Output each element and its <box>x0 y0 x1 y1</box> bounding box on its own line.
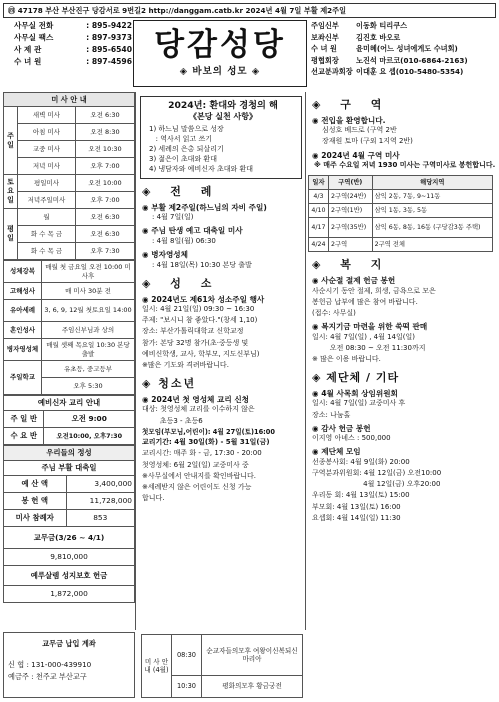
district-head: ◉ 전입을 환영합니다. <box>312 115 386 125</box>
schedule-time: 오전 8:30 <box>76 124 135 141</box>
finance-title: 우리들의 정성 <box>4 446 135 461</box>
schedule-time: 오전 10:30 <box>76 141 135 158</box>
district-title-text: 구 역 <box>340 98 390 111</box>
district-line: 장재원 토마 (구외 1지역 2반) <box>322 137 413 146</box>
table-cell: 삼익 6동, 8동, 16동 (구당감3동 주택) <box>372 218 492 238</box>
groups-line: 우리동 회: 4월 13일(토) 15:00 <box>312 491 410 500</box>
groups-line: 구역분과위원회: 4월 12일(금) 오전10:00 <box>312 469 442 478</box>
district-mass-table <box>308 175 493 252</box>
finance-table <box>3 445 135 603</box>
middle-column <box>136 92 304 504</box>
staff-role: 주임신부 <box>311 21 339 30</box>
contact-label: 사 제 관 <box>14 45 42 54</box>
groups-line: 4월 12일(금) 오후20:00 <box>312 480 441 489</box>
welfare-line: (접수: 사무실) <box>312 308 356 317</box>
schedule-group: 토요일 <box>4 175 18 209</box>
sacrament-label: 고해성사 <box>4 283 42 300</box>
motto-item: 4) 냉담자와 예비신자 초대와 환대 <box>149 165 253 174</box>
vocation-line: 예비신학생, 교사, 학부모, 지도신부님) <box>142 349 260 358</box>
welfare-title: ◈ 복 지 <box>312 258 390 272</box>
welfare-line: 봉헌금 납부에 많은 참여 바랍니다. <box>312 297 418 306</box>
groups-title: ◈ 제단체 / 기타 <box>312 371 400 385</box>
welfare-line: 사순시기 동안 절제, 희생, 금욕으로 모은 <box>312 286 436 295</box>
catechumen-title: 예비신자 교리 안내 <box>4 396 135 411</box>
offering-value: 1,872,000 <box>4 586 135 603</box>
vocation-line: 주제: "보시니 참 좋았다."(창세 1,10) <box>142 316 258 325</box>
contact-value: : 895-9422 <box>86 21 132 30</box>
table-cell: 4/3 <box>309 190 329 204</box>
finance-value: 11,728,000 <box>66 493 134 510</box>
contact-value: : 895-6540 <box>86 45 132 54</box>
welfare-line: 일시: 4월 7일(일) , 4월 14일(일) <box>312 332 415 341</box>
youth-title-text: 청소년 <box>158 377 197 391</box>
sacrament-value: 매월 셋째 목요일 10:30 본당 출발 <box>42 339 135 361</box>
liturgy-item: ◉ 부활 제2주일(하느님의 자비 주일) <box>142 202 267 212</box>
monthly-mass-table <box>141 634 303 698</box>
liturgy-detail: : 4월 18일(목) 10:30 본당 출발 <box>152 260 252 269</box>
vocation-line: ※많은 기도와 격려바랍니다. <box>142 360 229 369</box>
groups-line: 일시: 4월 7일(일) 교중미사 후 <box>312 399 406 408</box>
liturgy-title: ◈ 전 례 <box>142 185 220 198</box>
class-label: 수 요 반 <box>4 428 44 445</box>
table-header: 일자 <box>309 176 329 190</box>
groups-head: ◉ 제단체 모임 <box>312 447 361 457</box>
motto-title: 2024년: 환대와 경청의 해 <box>168 100 278 111</box>
motto-subtitle: 《본당 실천 사항》 <box>189 111 257 121</box>
schedule-label: 월 <box>18 209 76 226</box>
youth-line: 첫모임(부모님,어린이): 4월 27일(토)16:00 <box>142 427 275 436</box>
schedule-time: 오전 6:30 <box>76 107 135 124</box>
welfare-head: ◉ 사순절 절제 헌금 봉헌 <box>312 276 396 286</box>
finance-label: 봉 헌 액 <box>4 493 67 510</box>
table-cell: 4/17 <box>309 218 329 238</box>
youth-line: ※사무실에서 안내지를 확인바랍니다. <box>142 471 256 480</box>
schedule-group: 평일 <box>4 209 18 260</box>
year-motto-box <box>140 96 302 179</box>
welfare-title-text: 복 지 <box>340 258 390 272</box>
account-line: 신 협 : 131-000-439910 <box>8 660 92 669</box>
motto-item: 3) 젊은이 초대와 환대 <box>149 154 217 163</box>
schedule-time: 오전 6:30 <box>76 209 135 226</box>
table-cell: 2구역(1반) <box>329 204 373 218</box>
table-cell: 2구역 <box>329 238 373 252</box>
youth-line: 합니다. <box>142 494 165 503</box>
vocation-line: 참가: 본당 32명 참가(초·중등생 및 <box>142 338 249 347</box>
mass-time: 08:30 <box>172 635 202 676</box>
welfare-line: 오전 08:30 ~ 오전 11:30까지 <box>312 343 426 352</box>
schedule-label: 저녁 미사 <box>18 158 76 175</box>
finance-value: 3,400,000 <box>66 476 134 493</box>
schedule-label: 화 수 목 금 <box>18 243 76 260</box>
schedule-label: 화 수 목 금 <box>18 226 76 243</box>
finance-subtitle: 주님 부활 대축일 <box>4 461 135 476</box>
catechumen-table <box>3 395 135 445</box>
staff-role: 보좌신부 <box>311 32 339 42</box>
staff-name: 김진호 바오로 <box>356 32 401 42</box>
contact-value: : 897-4596 <box>86 57 132 66</box>
parish-name: 당감성당 <box>154 27 286 63</box>
staff-name: 윤미혜(어느 성녀에게도 수녀회) <box>356 44 458 53</box>
youth-line: 대상: 첫영성체 교리를 이수하지 않은 <box>142 405 255 414</box>
monthly-mass-label: 미 사 안 내 (4월) <box>142 635 172 698</box>
account-box <box>3 632 135 698</box>
table-cell: 삼익 2동, 7동, 9~11동 <box>372 190 492 204</box>
youth-line: ※세례받지 않은 어린이도 신청 가능 <box>142 483 252 492</box>
sacrament-label: 유아세례 <box>4 300 42 322</box>
schedule-time: 오후 7:30 <box>76 243 135 260</box>
staff-name: 노진석 마르코(010-6864-2163) <box>356 55 468 65</box>
schedule-label: 아침 미사 <box>18 124 76 141</box>
header-bar: ㊃ 47178 부산 부산진구 당감서로 9번길2 http://danggam.catb.kr 2024년 4월 7일 부활 제2주일 <box>3 3 496 18</box>
district-note: ※ 매주 수요일 저녁 1930 미사는 구역미사로 봉헌합니다. <box>314 161 496 170</box>
youth-head: ◉ 2024년 첫 영성체 교리 신청 <box>142 394 249 404</box>
motto-item: 1) 하느님 말씀으로 성장 <box>149 124 224 133</box>
class-time: 오전 9:00 <box>44 411 135 428</box>
contact-info <box>14 21 132 69</box>
table-cell: 4/24 <box>309 238 329 252</box>
table-header: 구역(반) <box>329 176 373 190</box>
mass-schedule-table <box>3 92 135 260</box>
vocation-title: ◈ 성 소 <box>142 276 220 290</box>
liturgy-detail: : 4월 8일(월) 06:30 <box>152 236 216 245</box>
sacrament-label: 성체강복 <box>4 261 42 283</box>
table-cell: 2구역 전체 <box>372 238 492 252</box>
contact-label: 사무실 팩스 <box>14 33 54 42</box>
class-label: 주 일 반 <box>4 411 44 428</box>
sacrament-value: 매월 첫 금요일 오전 10:00 미사후 <box>42 261 135 283</box>
parish-logo <box>133 20 307 87</box>
tithe-value: 9,810,000 <box>4 549 135 566</box>
schedule-time: 오전 6:30 <box>76 226 135 243</box>
mass-desc: 평화의모후 황금궁전 <box>202 676 303 698</box>
welfare-line: ※ 많은 이용 바랍니다. <box>312 354 381 363</box>
youth-line: 첫영성체: 6월 2일(일) 교중미사 중 <box>142 460 249 469</box>
sacrament-value: 오후 5:30 <box>42 378 135 395</box>
district-title: ◈ 구 역 <box>312 98 390 111</box>
liturgy-item: ◉ 병자영성체 <box>142 250 188 260</box>
table-cell: 삼익 1동, 3동, 5동 <box>372 204 492 218</box>
schedule-time: 오후 7:00 <box>76 192 135 209</box>
vocation-head: ◉ 2024년도 제61차 성소주일 행사 <box>142 294 265 304</box>
account-line: 예금주 : 천주교 부산교구 <box>8 672 87 681</box>
contact-label: 수 녀 원 <box>14 57 42 66</box>
groups-line: 선종봉사회: 4월 9일(화) 20:00 <box>312 457 410 466</box>
youth-line: 교리시간: 매주 화 - 금, 17:30 - 20:00 <box>142 449 262 458</box>
table-cell: 2구역(24반) <box>329 190 373 204</box>
liturgy-detail: : 4월 7일(일) <box>152 213 194 222</box>
staff-name: 이대훈 요 셉(010-5480-5354) <box>356 67 464 76</box>
schedule-label: 교중 미사 <box>18 141 76 158</box>
mass-time: 10:30 <box>172 676 202 698</box>
contact-value: : 897-9373 <box>86 33 132 42</box>
vocation-title-text: 성 소 <box>170 276 220 290</box>
right-column <box>306 92 497 524</box>
vocation-line: 장소: 부산가톨릭대학교 신학교정 <box>142 327 244 336</box>
class-time: 오전10:00, 오후7:30 <box>44 428 135 445</box>
table-cell: 4/10 <box>309 204 329 218</box>
sacrament-value: 주임신부님과 상의 <box>42 322 135 339</box>
groups-line: 부모회: 4월 13일(토) 16:00 <box>312 502 401 511</box>
liturgy-title-text: 전 례 <box>170 185 220 198</box>
account-title: 교무금 납입 계좌 <box>42 639 96 648</box>
left-column <box>3 92 135 603</box>
schedule-time: 오전 10:00 <box>76 175 135 192</box>
motto-item: : 역사서 읽고 쓰기 <box>149 134 213 143</box>
groups-line: 장소: 나눔홀 <box>312 410 351 419</box>
schedule-title: 미 사 안 내 <box>4 93 135 107</box>
youth-title: ◈ 청소년 <box>142 377 197 391</box>
sacrament-label: 주일학교 <box>4 361 42 395</box>
vocation-line: 일시: 4월 21일(일) 09:30 ~ 16:30 <box>142 305 255 313</box>
finance-value: 853 <box>66 510 134 527</box>
district-line: 심성호 베드로 (구역 2반 <box>322 126 397 135</box>
staff-role: 평협회장 <box>311 55 339 65</box>
youth-line: 교리기간: 4월 30일(화) - 5월 31일(금) <box>142 438 270 447</box>
sacrament-value: 매 미사 30분 전 <box>42 283 135 300</box>
schedule-label: 새벽 미사 <box>18 107 76 124</box>
youth-line: 초등3 - 초등6 <box>142 416 203 425</box>
finance-label: 미사 참례자 <box>4 510 67 527</box>
groups-head: ◉ 4월 사목회 상임위원회 <box>312 388 398 398</box>
contact-label: 사무실 전화 <box>14 21 54 30</box>
parish-subtitle: ◈ 바보의 성모 ◈ <box>179 65 261 77</box>
sacrament-table <box>3 260 135 395</box>
groups-title-text: 제단체 / 기타 <box>326 371 400 385</box>
groups-line: 요셉회: 4월 14일(일) 11:30 <box>312 513 401 522</box>
groups-line: 이지영 아녜스 : 500,000 <box>312 434 391 443</box>
offering-label: 예루살렘 성지보호 헌금 <box>4 566 135 586</box>
schedule-label: 평일미사 <box>18 175 76 192</box>
motto-item: 2) 세례의 은총 되살리기 <box>149 144 224 153</box>
liturgy-item: ◉ 주님 탄생 예고 대축일 미사 <box>142 226 243 236</box>
schedule-group: 주 일 <box>4 107 18 175</box>
sacrament-value: 3, 6, 9, 12월 첫토요일 14:00 <box>42 300 135 322</box>
sacrament-label: 병자영성체 <box>4 339 42 361</box>
staff-name: 이동화 티리쿠스 <box>356 21 408 30</box>
staff-role: 선교분과회장 <box>311 67 353 76</box>
finance-label: 예 산 액 <box>4 476 67 493</box>
sacrament-value: 유초등, 중고등부 <box>42 361 135 378</box>
mass-desc: 순교자들의모후 여왕이신복되신마리아 <box>202 635 303 676</box>
tithe-label: 교무금(3/26 ~ 4/1) <box>4 527 135 549</box>
table-cell: 2구역(35반) <box>329 218 373 238</box>
schedule-label: 저녁주일미사 <box>18 192 76 209</box>
sacrament-label: 혼인성사 <box>4 322 42 339</box>
groups-head: ◉ 감사 헌금 봉헌 <box>312 423 371 433</box>
staff-role: 수 녀 원 <box>311 44 337 53</box>
schedule-time: 오후 7:00 <box>76 158 135 175</box>
staff-info <box>311 21 497 79</box>
welfare-head: ◉ 복지기금 마련을 위한 쑥떡 판매 <box>312 322 428 332</box>
table-header: 해당지역 <box>372 176 492 190</box>
district-head: ◉ 2024년 4월 구역 미사 <box>312 150 400 160</box>
